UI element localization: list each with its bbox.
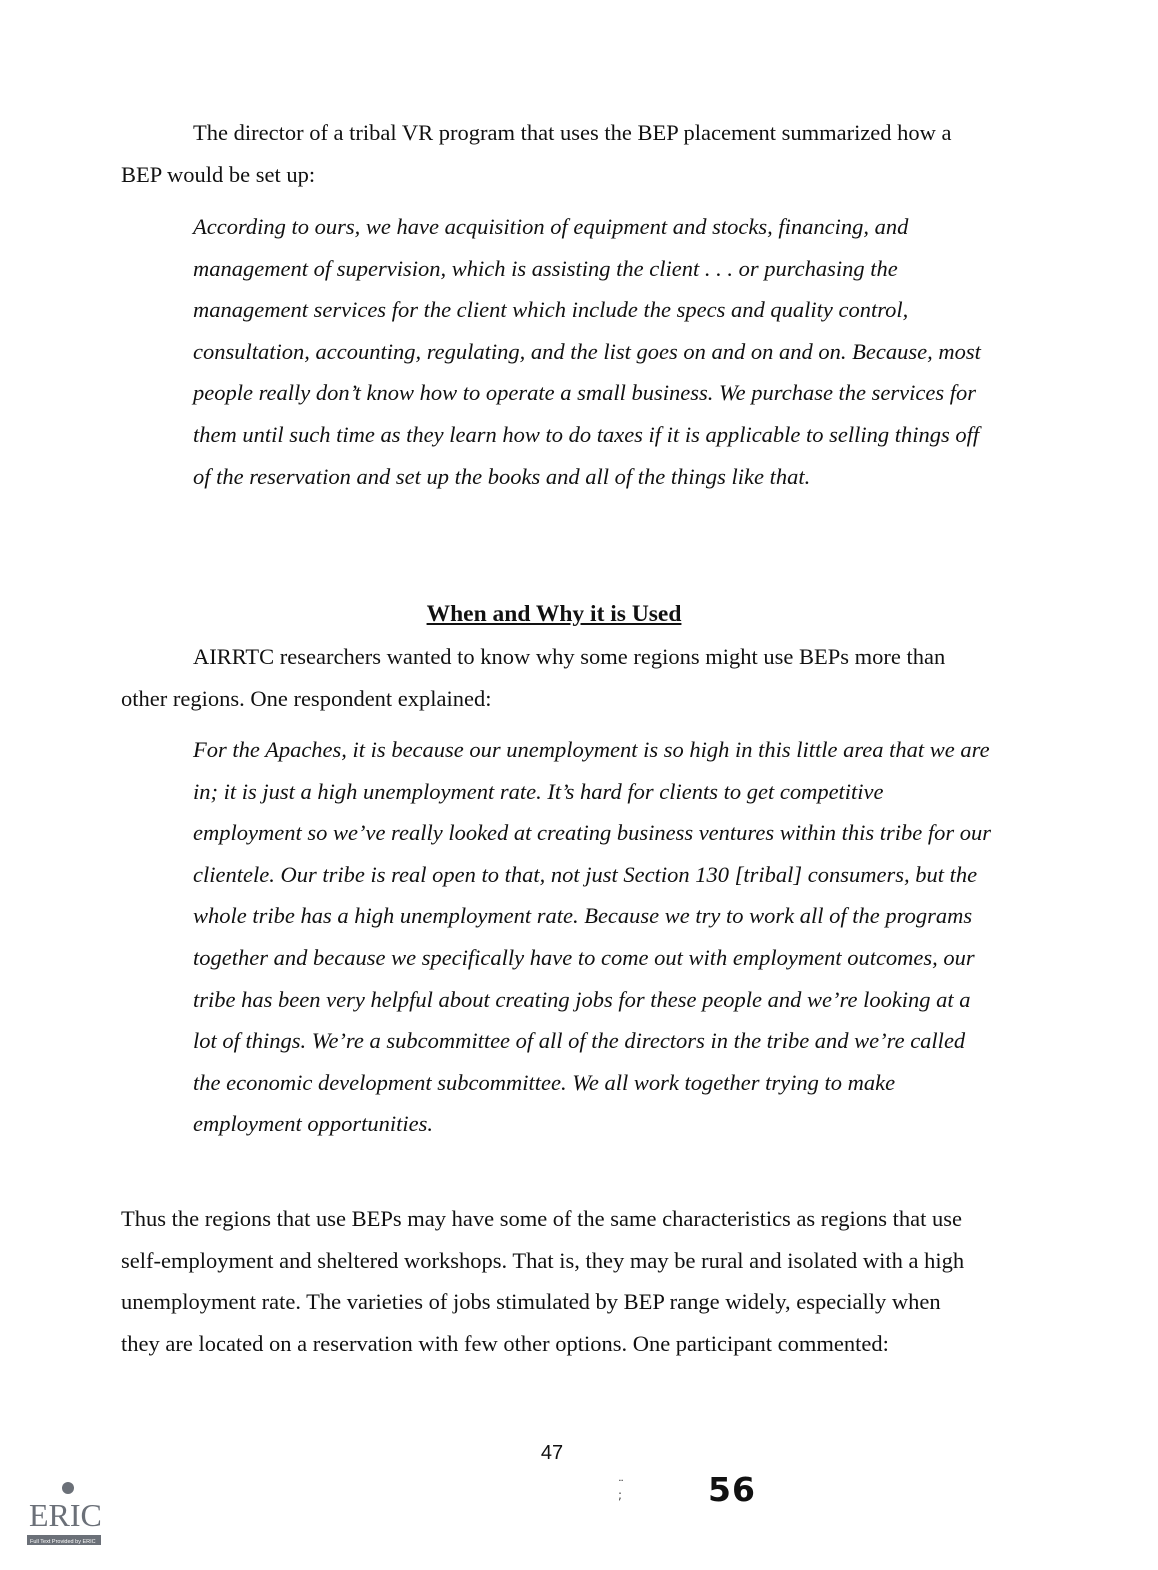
intro-paragraph <box>121 112 983 195</box>
page-number: 47 <box>540 1442 564 1464</box>
eric-logo-icon <box>25 1480 103 1548</box>
eric-logo-text: ERIC <box>29 1497 102 1533</box>
section-heading: When and Why it is Used <box>426 601 682 627</box>
block-quote-bep-setup: According to ours, we have acquisition of equipment and stocks, financing, and management of supervision, which is assisting the client . . . or purchasing the management services for the client which include the specs and quality control, consultation, accounting, regulating, and the list goes on and on and on. Because, most people really don’t know how to operate a small business. We purchase the services for them until such time as they learn how to do taxes if it is applicable to selling things off of the reservation and set up the books and all of the things like that. <box>193 214 981 489</box>
eric-logo-tagline: Full Text Provided by ERIC <box>30 1539 96 1545</box>
block-quote-apaches: For the Apaches, it is because our unemployment is so high in this little area that we are in; it is just a high unemployment rate. It’s hard for clients to get competitive employment so we’ve really looked at creating business ventures within this tribe for our clientele. Our tribe is real open to that, not just Section 130 [tribal] consumers, but the whole tribe has a high unemployment rate. Because we try to work all of the programs together and because we specifically have to come out with employment outcomes, our tribe has been very helpful about creating jobs for these people and we’re looking at a lot of things. We’re a subcommittee of all of the directors in the tribe and we’re called the economic development subcommittee. We all work together trying to make employment opportunities. <box>193 737 991 1137</box>
airrtc-paragraph <box>121 636 983 719</box>
stamp-number: 56 <box>708 1470 756 1509</box>
summary-paragraph: Thus the regions that use BEPs may have some of the same characteristics as regions that use self-employment and sheltered workshops. That is, they may be rural and isolated with a high unemployment rate. The varieties of jobs stimulated by BEP range widely, especially when they are located on a reservation with few other options. One participant commented: <box>121 1206 965 1356</box>
scan-speck: ¨ ; <box>618 1478 624 1502</box>
intro-paragraph-text: The director of a tribal VR program that uses the BEP placement summarized how a BEP would be set up: <box>121 120 952 187</box>
airrtc-paragraph-text: AIRRTC researchers wanted to know why some regions might use BEPs more than other regions. One respondent explained: <box>121 644 946 711</box>
